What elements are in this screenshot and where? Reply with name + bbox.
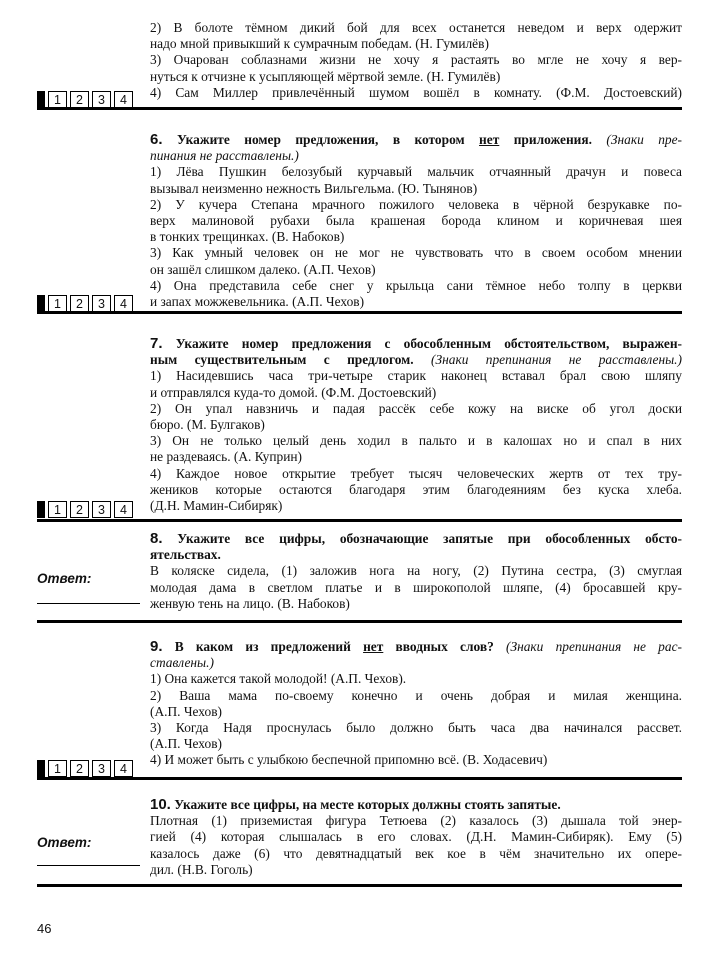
- task7-heading-text: Укажите номер предложения с обособленным обстоятельством, выражен-: [175, 336, 682, 351]
- answer-box-3[interactable]: 3: [92, 91, 111, 108]
- task8: [150, 531, 682, 612]
- task8-heading-cont: ятельствах.: [150, 547, 221, 563]
- task10-number: 10.: [150, 796, 171, 813]
- task9-heading-text-end: вводных слов?: [383, 639, 506, 654]
- task9: [150, 639, 682, 769]
- task7-number: 7.: [150, 335, 163, 352]
- answer-box-marker: [37, 91, 45, 108]
- answer-box-marker: [37, 501, 45, 518]
- task6-number: 6.: [150, 131, 163, 148]
- answer-box-4[interactable]: 4: [114, 501, 133, 518]
- answer-box-3[interactable]: 3: [92, 501, 111, 518]
- task6-line: верх малиновой рубахи была крашеная борода клином и коричневая шея: [150, 213, 682, 229]
- answer-box-1[interactable]: 1: [48, 91, 67, 108]
- task7-line: не раздеваясь. (А. Куприн): [150, 449, 302, 465]
- task7-heading: [150, 336, 682, 352]
- task10-heading-text: Укажите все цифры, на месте которых должны стоять запятые.: [174, 797, 561, 812]
- task6-heading-underlined: нет: [479, 132, 500, 147]
- divider: [37, 311, 682, 314]
- task9-line: 2) Ваша мама по-своему конечно и очень добрая и милая женщина.: [150, 687, 682, 703]
- answer-box-2[interactable]: 2: [70, 91, 89, 108]
- task8-line: В коляске сидела, (1) заложив нога на ногу, (2) Путина сестра, (3) смуглая: [150, 563, 682, 579]
- answer-label: Ответ:: [37, 835, 92, 850]
- answer-box-2[interactable]: 2: [70, 295, 89, 312]
- task6-line: 1) Лёва Пушкин белозубый курчавый мальчик отчаянный драчун и повеса: [150, 164, 682, 180]
- task9-heading: [150, 639, 682, 655]
- task5-tail: [150, 20, 682, 101]
- task6-line: и запах можжевельника. (А.П. Чехов): [150, 294, 365, 310]
- task6-note-cont: пинания не расставлены.): [150, 148, 299, 164]
- divider: [37, 519, 682, 522]
- task7-line: и отправлялся куда-то домой. (Ф.М. Достоевский): [150, 384, 437, 400]
- answer-boxes-task9[interactable]: [37, 760, 133, 777]
- task6-line: 3) Как умный человек он не мог не чувствовать что в своем особом мнении: [150, 245, 682, 261]
- task7-line: 3) Он не только целый день ходил в пальто и в калошах но и спал в них: [150, 433, 682, 449]
- answer-boxes-task5[interactable]: [37, 91, 133, 108]
- answer-box-3[interactable]: 3: [92, 760, 111, 777]
- task9-note: (Знаки препинания не рас-: [505, 639, 682, 654]
- task6-heading: [150, 132, 682, 148]
- task8-line: женвую тень на лицо. (В. Набоков): [150, 595, 350, 611]
- answer-box-1[interactable]: 1: [48, 501, 67, 518]
- divider: [37, 884, 682, 887]
- task9-line: (А.П. Чехов): [150, 703, 222, 719]
- task9-line: (А.П. Чехов): [150, 736, 222, 752]
- divider: [37, 777, 682, 780]
- task10-line: дил. (Н.В. Гоголь): [150, 861, 253, 877]
- answer-box-1[interactable]: 1: [48, 760, 67, 777]
- answer-box-3[interactable]: 3: [92, 295, 111, 312]
- task5-line: 2) В болоте тёмном дикий бой для всех останется неведом и верх одержит: [150, 20, 682, 35]
- answer-box-2[interactable]: 2: [70, 501, 89, 518]
- task7-line: 4) Каждое новое открытие требует тысяч человеческих жертв от тех тру-: [150, 465, 682, 481]
- task10-line: казалось даже (6) что девятнадцатый век кое в чём значительно их опере-: [150, 845, 682, 861]
- answer-boxes-task7[interactable]: [37, 501, 133, 518]
- task9-line: 1) Она кажется такой молодой! (А.П. Чехов).: [150, 671, 407, 687]
- task6-line: 2) У кучера Степана мрачного пожилого человека в чёрной безрукавке по-: [150, 196, 682, 212]
- task6-heading-text: Укажите номер предложения, в котором: [176, 132, 480, 147]
- answer-box-4[interactable]: 4: [114, 91, 133, 108]
- task6-note: (Знаки пре-: [606, 132, 682, 147]
- task9-line: 3) Когда Надя проснулась было должно быть часа два начинался рассвет.: [150, 720, 682, 736]
- page-number: 46: [37, 921, 52, 936]
- task7: [150, 336, 682, 514]
- task7-note: (Знаки препинания не расставлены.): [431, 352, 682, 368]
- task6: [150, 132, 682, 310]
- task6-line: вызывал неизменно нежность Вильгельма. (Ю. Тынянов): [150, 180, 478, 196]
- task6-heading-text-end: приложения.: [499, 132, 607, 147]
- task7-line: жеников которые остаются благодаря этим благодеяниям без куска хлеба.: [150, 481, 682, 497]
- task8-heading-text: Укажите все цифры, обозначающие запятые при обособленных обсто-: [177, 531, 682, 546]
- task8-heading: [150, 531, 682, 547]
- task5-line: надо мной привыкший к сумрачным победам. (Н. Гумилёв): [150, 36, 489, 52]
- task10-line: Плотная (1) приземистая фигура Тетюева (2) казалось (3) дышала той энер-: [150, 813, 682, 829]
- answer-label: Ответ:: [37, 571, 92, 586]
- answer-box-1[interactable]: 1: [48, 295, 67, 312]
- task6-line: в тонких трещинках. (В. Набоков): [150, 229, 345, 245]
- task7-line: (Д.Н. Мамин-Сибиряк): [150, 498, 283, 514]
- answer-boxes-task6[interactable]: [37, 295, 133, 312]
- task8-number: 8.: [150, 530, 163, 547]
- task7-heading-cont: [150, 352, 682, 368]
- answer-box-4[interactable]: 4: [114, 295, 133, 312]
- task6-line: 4) Она представила себе снег у крыльца сани тёмное небо толпу в церкви: [150, 277, 682, 293]
- task9-number: 9.: [150, 638, 163, 655]
- answer-line[interactable]: [37, 865, 140, 866]
- answer-field-task8[interactable]: [37, 571, 137, 586]
- task8-line: молодая дама в светлом платье и в широкополой шляпе, (4) бросавшей кру-: [150, 579, 682, 595]
- task6-line: он зашёл слишком далеко. (А.П. Чехов): [150, 261, 376, 277]
- answer-box-4[interactable]: 4: [114, 760, 133, 777]
- task10-heading: [150, 797, 682, 813]
- task5-line: 4) Сам Миллер привлечённый шумом вошёл в комнату. (Ф.М. Достоевский): [150, 84, 682, 100]
- task9-heading-underlined: нет: [363, 639, 384, 654]
- task5-line: 3) Очарован соблазнами жизни не хочу я растаять во мгле не хочу я вер-: [150, 52, 682, 68]
- divider: [37, 107, 682, 110]
- answer-line[interactable]: [37, 603, 140, 604]
- answer-field-task10[interactable]: [37, 835, 137, 850]
- answer-box-marker: [37, 760, 45, 777]
- task9-note-cont: ставлены.): [150, 655, 214, 671]
- divider: [37, 620, 682, 623]
- task10: [150, 797, 682, 878]
- answer-box-2[interactable]: 2: [70, 760, 89, 777]
- task5-line: нуться к отчизне к усыпляющей мёртвой земле. (Н. Гумилёв): [150, 68, 501, 84]
- task7-heading-text-end: ным существительным с предлогом.: [150, 352, 432, 368]
- task10-line: гией (4) которая слышалась в его словах. (Д.Н. Мамин-Сибиряк). Ему (5): [150, 829, 682, 845]
- task7-line: 2) Он упал навзничь и падая рассёк себе кожу на виске об угол доски: [150, 400, 682, 416]
- answer-box-marker: [37, 295, 45, 312]
- task7-line: бюро. (М. Булгаков): [150, 417, 265, 433]
- task9-heading-text: В каком из предложений: [174, 639, 364, 654]
- task7-line: 1) Насидевшись часа три-четыре старик наконец вставал брал свою шляпу: [150, 368, 682, 384]
- task9-line: 4) И может быть с улыбкою беспечной припомню всё. (В. Ходасевич): [150, 752, 548, 768]
